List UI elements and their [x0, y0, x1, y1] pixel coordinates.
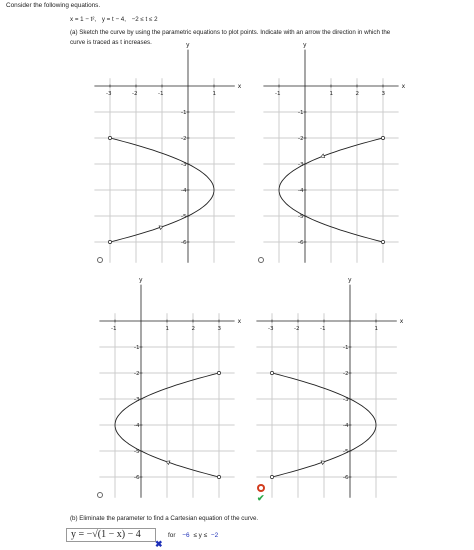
y-tick-label: -3	[181, 162, 187, 168]
direction-arrow-icon	[321, 154, 325, 158]
x-tick-label: -2	[294, 326, 300, 332]
y-axis-label: y	[186, 41, 190, 49]
eq-range: −2 ≤ t ≤ 2	[131, 16, 158, 23]
range-prefix: for	[168, 532, 176, 539]
x-tick-label: 1	[374, 326, 379, 332]
incorrect-x-icon: ✖	[155, 539, 163, 549]
curve-endpoint	[270, 475, 273, 478]
y-tick-label: -3	[134, 397, 140, 403]
range-mid: ≤ y ≤	[193, 532, 208, 539]
x-tick-label: 1	[212, 91, 217, 97]
cartesian-equation-answer-field[interactable]	[66, 528, 156, 542]
y-tick-label: -5	[343, 449, 349, 455]
y-tick-label: -5	[298, 214, 304, 220]
x-axis-label: x	[401, 83, 406, 90]
y-tick-label: -2	[343, 371, 349, 377]
x-tick-label: 3	[217, 326, 222, 332]
range-high: −2	[210, 532, 219, 539]
eq-x: x = 1 − t²,	[70, 16, 98, 23]
y-tick-label: -1	[343, 345, 349, 351]
x-tick-label: 2	[355, 91, 360, 97]
y-tick-label: -1	[298, 110, 304, 116]
y-tick-label: -3	[298, 162, 304, 168]
radio-option-d-selected[interactable]	[257, 484, 265, 492]
y-axis-label: y	[303, 41, 307, 49]
y-tick-label: -3	[343, 397, 349, 403]
x-tick-label: -3	[268, 326, 274, 332]
x-axis-label: x	[399, 318, 404, 325]
y-tick-label: -4	[298, 188, 304, 194]
part-b-instructions: (b) Eliminate the parameter to find a Cartesian equation of the curve.	[70, 515, 259, 522]
x-tick-label: 1	[165, 326, 170, 332]
y-tick-label: -2	[134, 371, 140, 377]
y-tick-label: -1	[134, 345, 140, 351]
intro-text: Consider the following equations.	[6, 2, 101, 9]
curve-endpoint	[270, 371, 273, 374]
y-axis-label: y	[348, 276, 352, 284]
answer-range	[168, 532, 218, 539]
y-tick-label: -1	[181, 110, 187, 116]
part-a-instructions-line1: (a) Sketch the curve by using the parametric equations to plot points. Indicate with an arrow the direction in which the	[70, 29, 391, 36]
x-tick-label: -1	[111, 326, 117, 332]
y-tick-label: -2	[298, 136, 304, 142]
curve-endpoint	[108, 240, 111, 243]
x-tick-label: 1	[329, 91, 334, 97]
curve-endpoint	[217, 371, 220, 374]
radio-option-b[interactable]	[258, 257, 264, 263]
x-tick-label: -1	[158, 91, 164, 97]
x-tick-label: 3	[381, 91, 386, 97]
y-tick-label: -6	[181, 240, 187, 246]
y-tick-label: -6	[134, 475, 140, 481]
y-tick-label: -4	[134, 423, 140, 429]
correct-check-icon: ✔	[257, 493, 265, 503]
part-a-instructions-line2: curve is traced as t increases.	[70, 39, 152, 46]
x-tick-label: 2	[191, 326, 196, 332]
curve-endpoint	[381, 136, 384, 139]
y-tick-label: -4	[181, 188, 187, 194]
y-tick-label: -2	[181, 136, 187, 142]
y-axis-label: y	[139, 276, 143, 284]
answer-equation: y = −√(1 − x) − 4	[71, 529, 141, 540]
x-axis-label: x	[237, 83, 242, 90]
y-tick-label: -6	[298, 240, 304, 246]
range-low: −6	[182, 532, 190, 539]
radio-option-c[interactable]	[97, 492, 103, 498]
x-tick-label: -2	[132, 91, 138, 97]
y-tick-label: -5	[181, 214, 187, 220]
y-tick-label: -4	[343, 423, 349, 429]
eq-y: y = t − 4,	[101, 16, 128, 23]
x-tick-label: -1	[275, 91, 281, 97]
x-axis-label: x	[237, 318, 242, 325]
curve-endpoint	[217, 475, 220, 478]
x-tick-label: -1	[320, 326, 326, 332]
curve-endpoint	[108, 136, 111, 139]
y-tick-label: -6	[343, 475, 349, 481]
x-tick-label: -3	[106, 91, 112, 97]
radio-option-a[interactable]	[97, 257, 103, 263]
curve-endpoint	[381, 240, 384, 243]
y-tick-label: -5	[134, 449, 140, 455]
